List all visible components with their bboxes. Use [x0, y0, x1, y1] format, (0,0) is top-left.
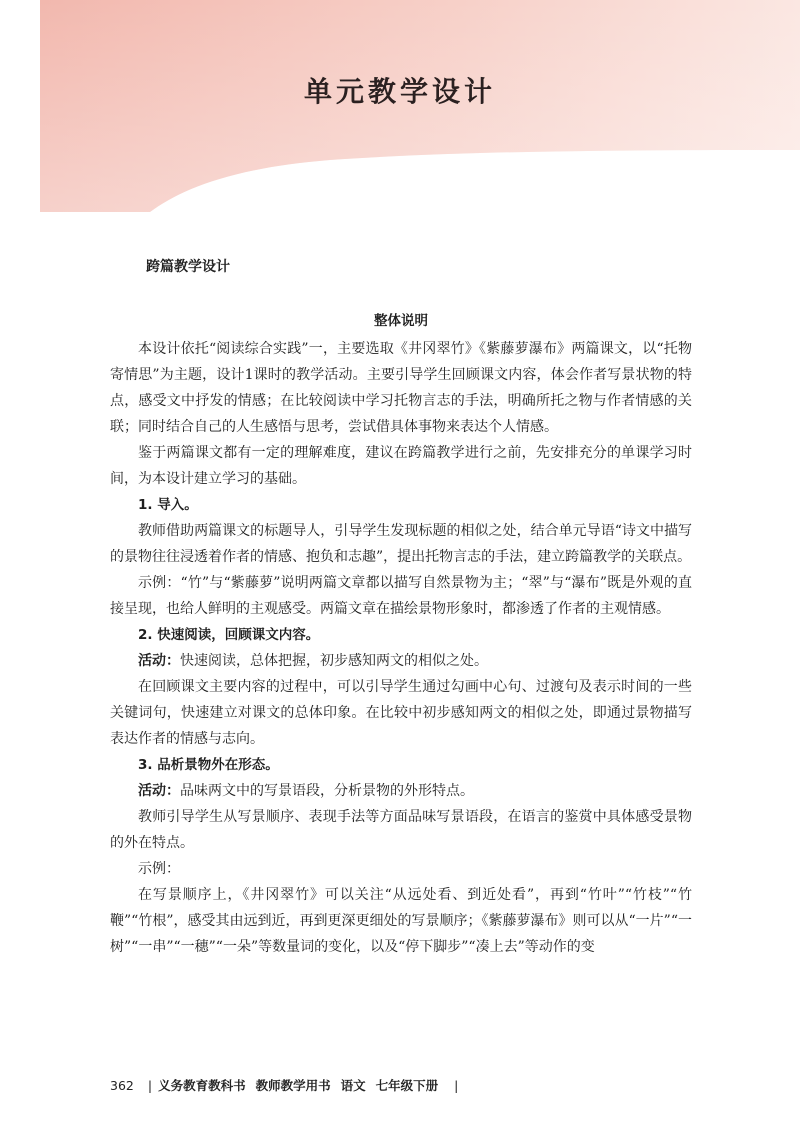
body-paragraph: 示例：“竹”与“紫藤萝”说明两篇文章都以描写自然景物为主；“翠”与“瀑布”既是外观的直接呈现，也给人鲜明的主观感受。两篇文章在描绘景物形象时，都渗透了作者的主观情感。	[110, 575, 692, 617]
step-heading: 3. 品析景物外在形态。	[138, 757, 279, 773]
footer-book: 教师教学用书	[255, 1078, 331, 1093]
body-paragraph: 鉴于两篇课文都有一定的理解难度，建议在跨篇教学进行之前，先安排充分的单课学习时间，为本设计建立学习的基础。	[110, 445, 692, 487]
body-paragraph: 在写景顺序上，《井冈翠竹》可以关注“从远处看、到近处看”，再到“竹叶”“竹枝”“竹鞭”“竹根”，感受其由远到近，再到更深更细处的写景顺序；《紫藤萝瀑布》则可以从“一片”“一树”“一串”“一穗”“一朵”等数量词的变化，以及“停下脚步”“凑上去”等动作的变	[110, 887, 692, 955]
body-paragraph: 在回顾课文主要内容的过程中，可以引导学生通过勾画中心句、过渡句及表示时间的一些关键词句，快速建立对课文的总体印象。在比较中初步感知两文的相似之处，即通过景物描写表达作者的情感与志向。	[110, 679, 692, 747]
subtitle: 整体说明	[374, 313, 428, 329]
document-body	[110, 308, 692, 960]
activity-text: 快速阅读，总体把握，初步感知两文的相似之处。	[180, 653, 488, 669]
activity-paragraph	[110, 778, 692, 804]
page-number: 362	[110, 1078, 134, 1093]
body-paragraph: 教师借助两篇课文的标题导人，引导学生发现标题的相似之处，结合单元导语“诗文中描写的景物往往浸透着作者的情感、抱负和志趣”，提出托物言志的手法，建立跨篇教学的关联点。	[110, 523, 692, 565]
footer-separator-end: |	[454, 1078, 459, 1093]
footer-series: 义务教育教科书	[158, 1078, 246, 1093]
body-paragraph: 示例：	[138, 861, 180, 877]
body-paragraph: 本设计依托“阅读综合实践”一，主要选取《井冈翠竹》《紫藤萝瀑布》两篇课文，以“托物寄情思”为主题，设计1课时的教学活动。主要引导学生回顾课文内容，体会作者写景状物的特点，感受文中抒发的情感；在比较阅读中学习托物言志的手法，明确所托之物与作者情感的关联；同时结合自己的人生感悟与思考，尝试借具体事物来表达个人情感。	[110, 341, 692, 435]
activity-paragraph	[110, 648, 692, 674]
activity-label: 活动：	[138, 783, 180, 799]
step-heading: 1. 导入。	[138, 497, 198, 513]
body-paragraph: 教师引导学生从写景顺序、表现手法等方面品味写景语段，在语言的鉴赏中具体感受景物的外在特点。	[110, 809, 692, 851]
step-heading: 2. 快速阅读，回顾课文内容。	[138, 627, 320, 643]
activity-text: 品味两文中的写景语段，分析景物的外形特点。	[180, 783, 474, 799]
footer-separator: |	[147, 1078, 153, 1093]
footer-subject: 语文	[340, 1078, 366, 1093]
footer-grade: 七年级下册	[375, 1078, 439, 1093]
page-footer	[110, 1076, 464, 1094]
paragraph-list	[110, 336, 692, 960]
section-label: 跨篇教学设计	[146, 259, 230, 275]
page-title: 单元教学设计	[303, 75, 496, 108]
activity-label: 活动：	[138, 653, 180, 669]
